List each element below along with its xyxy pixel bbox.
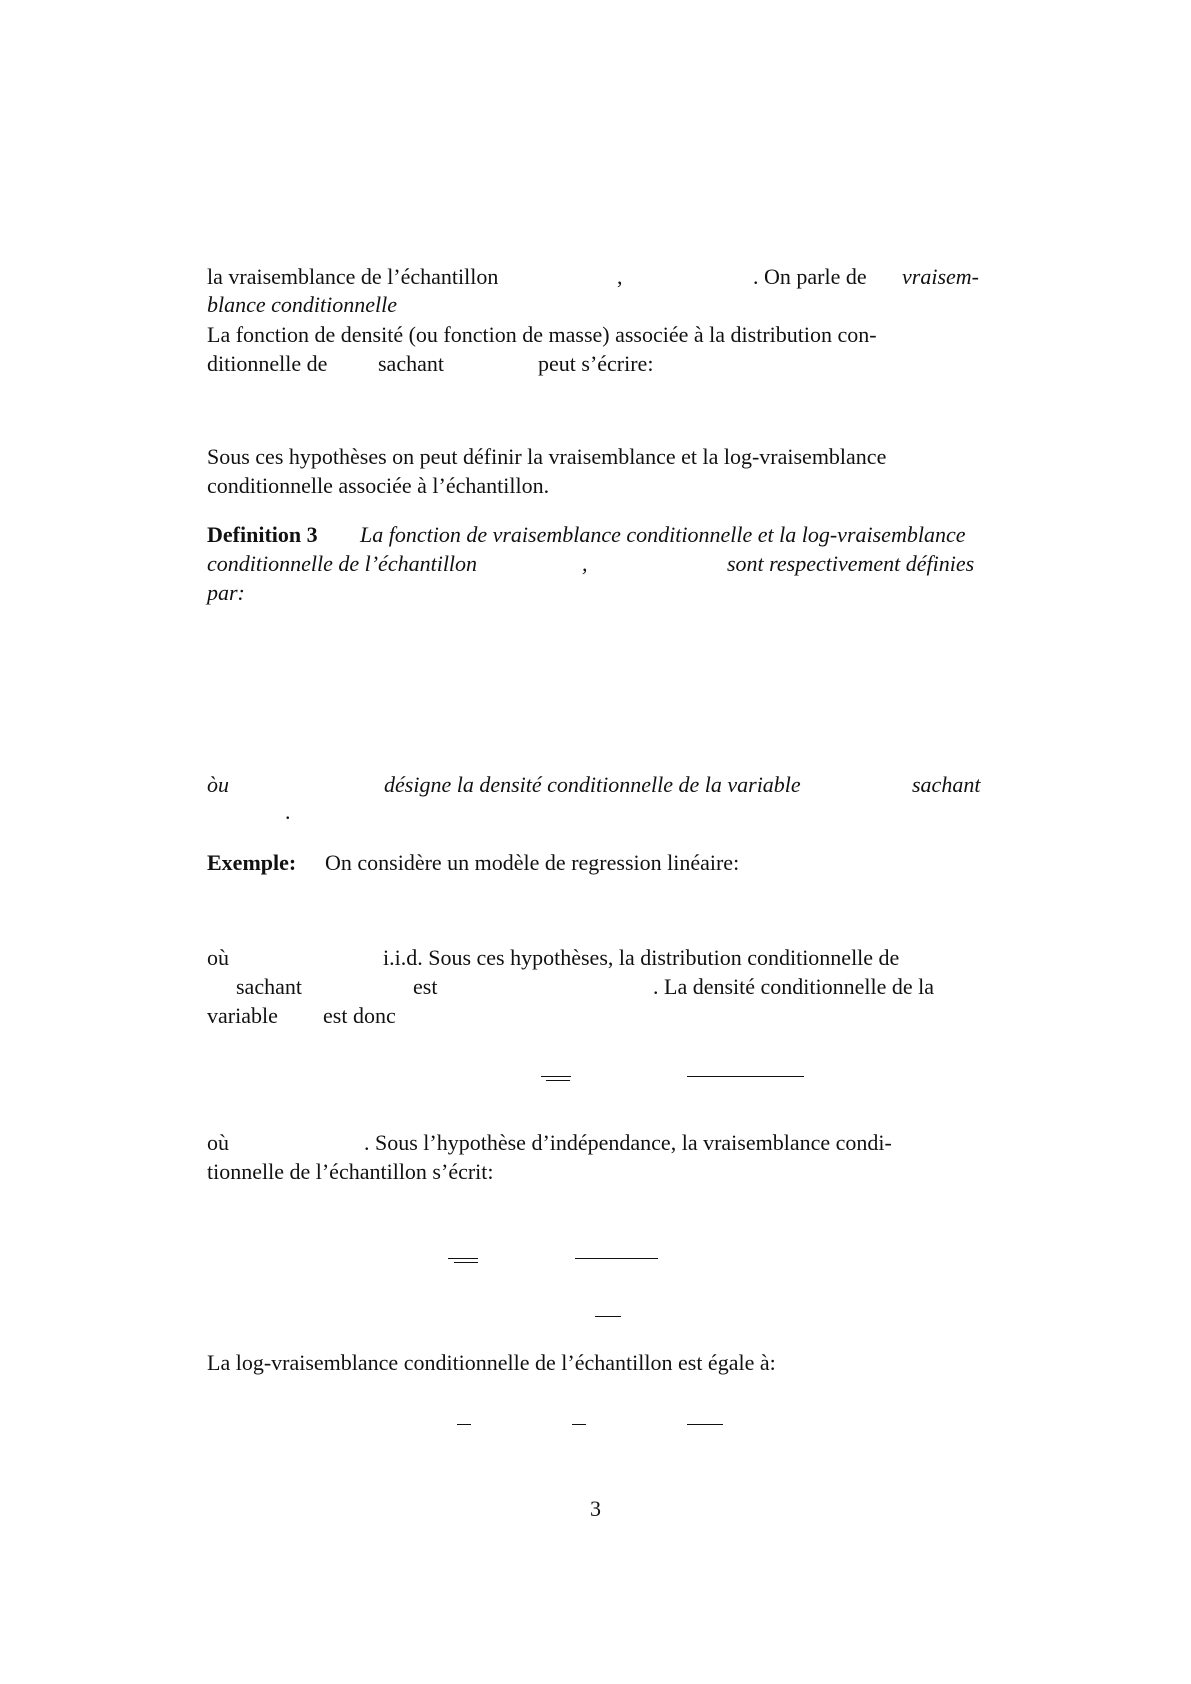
definition-label: Definition 3: [207, 522, 318, 547]
paragraph1-line1-mid: . On parle de: [753, 264, 867, 289]
fraction-bar: [546, 1080, 570, 1081]
paragraph1-line2-italic: blance conditionnelle: [207, 292, 397, 317]
definition-line1: La fonction de vraisemblance conditionnelle et la log-vraisemblance: [360, 522, 966, 547]
fraction-bar: [687, 1076, 804, 1077]
paragraph3-line2: conditionnelle associée à l’échantillon.: [207, 473, 550, 498]
fraction-bar: [575, 1258, 658, 1259]
fraction-bar: [687, 1424, 723, 1425]
example-p2-line3-b: est donc: [323, 1003, 396, 1028]
paragraph1-line1-italic: vraisem-: [902, 264, 979, 289]
example-p2-line1-b: i.i.d. Sous ces hypothèses, la distribution conditionnelle de: [383, 945, 900, 970]
definition-note-line1-b: désigne la densité conditionnelle de la variable: [384, 772, 801, 797]
paragraph3-line1: Sous ces hypothèses on peut définir la vraisemblance et la log-vraisemblance: [207, 444, 887, 469]
example-label: Exemple:: [207, 850, 297, 875]
example-p3-line1-a: où: [207, 1130, 229, 1155]
definition-note-line2: .: [285, 799, 291, 824]
definition-line2-comma: ,: [582, 551, 588, 576]
example-p2-line2-b: est: [413, 974, 438, 999]
definition-line2-b: sont respectivement définies: [727, 551, 975, 576]
fraction-bar: [448, 1258, 478, 1259]
example-p3-line2: tionnelle de l’échantillon s’écrit:: [207, 1159, 494, 1184]
paragraph2-line2-c: peut s’écrire:: [538, 351, 654, 376]
fraction-bar: [457, 1424, 471, 1425]
example-p2-line3-a: variable: [207, 1003, 278, 1028]
paragraph1-line1-comma: ,: [617, 264, 623, 289]
paragraph1-line1-start: la vraisemblance de l’échantillon: [207, 264, 499, 289]
example-text: On considère un modèle de regression linéaire:: [325, 850, 740, 875]
paragraph2-line2-b: sachant: [378, 351, 444, 376]
definition-note-line1-a: òu: [207, 772, 229, 797]
paragraph2-line2-a: ditionnelle de: [207, 351, 328, 376]
definition-line2-a: conditionnelle de l’échantillon: [207, 551, 478, 576]
definition-note-line1-c: sachant: [912, 772, 981, 797]
fraction-bar: [541, 1076, 571, 1077]
example-p2-line2-c: . La densité conditionnelle de la: [653, 974, 935, 999]
page-number: 3: [590, 1496, 601, 1521]
definition-line3: par:: [207, 580, 245, 605]
fraction-bar: [572, 1424, 586, 1425]
paragraph2-line1: La fonction de densité (ou fonction de masse) associée à la distribution con-: [207, 322, 877, 347]
fraction-bar: [595, 1316, 621, 1317]
example-p2-line2-a: sachant: [236, 974, 302, 999]
fraction-bar: [454, 1262, 478, 1263]
example-p3-line1-b: . Sous l’hypothèse d’indépendance, la vraisemblance condi-: [364, 1130, 892, 1155]
example-p2-line1-a: où: [207, 945, 229, 970]
example-p4-line1: La log-vraisemblance conditionnelle de l’échantillon est égale à:: [207, 1350, 776, 1375]
